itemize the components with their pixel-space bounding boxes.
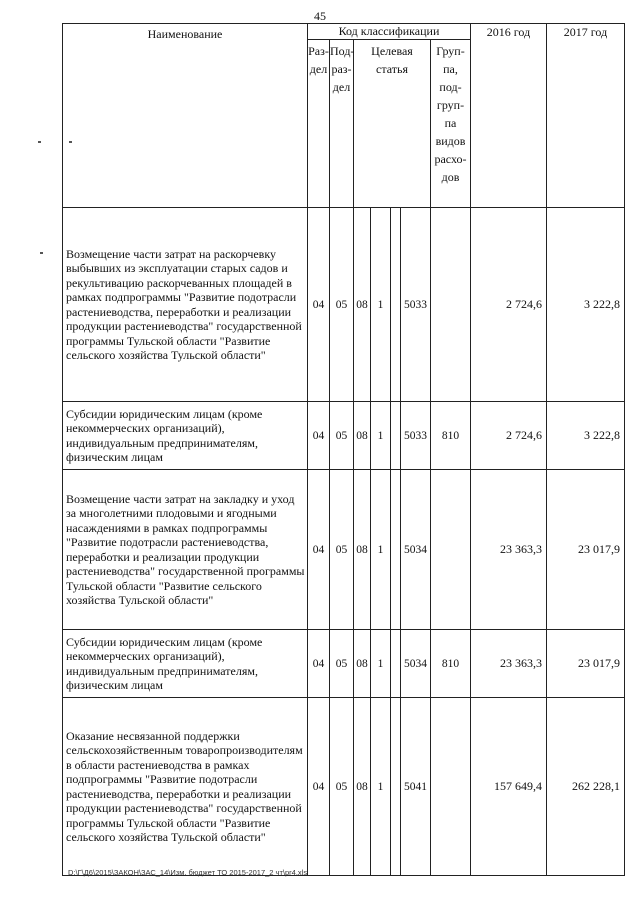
row-cs-empty <box>391 698 401 876</box>
row-cs-program: 08 <box>354 698 371 876</box>
row-vid: 810 <box>431 402 471 470</box>
row-value-2017: 23 017,9 <box>547 630 625 698</box>
table-row <box>63 402 625 470</box>
row-vid <box>431 698 471 876</box>
header-year-2017: 2017 год <box>547 24 625 208</box>
table-body <box>63 208 625 876</box>
row-podrazdel: 05 <box>330 470 354 630</box>
row-podrazdel: 05 <box>330 208 354 402</box>
row-value-2017: 3 222,8 <box>547 208 625 402</box>
budget-table <box>62 23 625 876</box>
row-name: Оказание несвязанной поддержки сельскохозяйственным товаропроизводителям в области растениеводства в рамках подпрограммы "Развитие подотрасли растениеводства, переработки и реализации продукции растениеводства" государственной программы Тульской области "Развитие сельского хозяйства Тульской области" <box>63 698 308 876</box>
row-razdel: 04 <box>308 698 330 876</box>
row-cs-subprogram: 1 <box>371 470 391 630</box>
row-cs-subprogram: 1 <box>371 630 391 698</box>
scan-mark <box>38 141 41 143</box>
header-year-2016: 2016 год <box>471 24 547 208</box>
row-value-2017: 262 228,1 <box>547 698 625 876</box>
header-podrazdel: Под- раз- дел <box>330 40 354 208</box>
row-name: Субсидии юридическим лицам (кроме некоммерческих организаций), индивидуальным предпринимателям, физическим лицам <box>63 630 308 698</box>
table-row <box>63 470 625 630</box>
row-value-2016: 23 363,3 <box>471 630 547 698</box>
page-number: 45 <box>314 9 326 23</box>
row-cs-subprogram: 1 <box>371 402 391 470</box>
row-cs-subprogram: 1 <box>371 208 391 402</box>
row-cs-direction: 5033 <box>401 208 431 402</box>
table-header <box>63 24 625 208</box>
header-code-group: Код классификации <box>308 24 471 40</box>
row-cs-empty <box>391 470 401 630</box>
row-razdel: 04 <box>308 402 330 470</box>
row-cs-program: 08 <box>354 470 371 630</box>
table-row <box>63 208 625 402</box>
scan-mark <box>40 252 43 254</box>
row-cs-direction: 5033 <box>401 402 431 470</box>
file-path-footer: D:\Г\Д6\2015\ЗАКОН\ЗАС_14\Изм. бюджет ТО 2015-2017_2 чт\рr4.xls <box>68 868 308 877</box>
row-cs-empty <box>391 208 401 402</box>
row-cs-program: 08 <box>354 208 371 402</box>
row-podrazdel: 05 <box>330 698 354 876</box>
row-name: Возмещение части затрат на раскорчевку выбывших из эксплуатации старых садов и рекультивацию раскорчеванных площадей в рамках подпрограммы "Развитие подотрасли растениеводства, переработки и реализации продукции растениеводства" государственной программы Тульской области "Развитие сельского хозяйства Тульской области" <box>63 208 308 402</box>
row-razdel: 04 <box>308 630 330 698</box>
row-cs-direction: 5041 <box>401 698 431 876</box>
row-value-2017: 3 222,8 <box>547 402 625 470</box>
row-name: Возмещение части затрат на закладку и уход за многолетними плодовыми и ягодными насаждениями в рамках подпрограммы "Развитие подотрасли растениеводства, переработки и реализации продукции растениеводства" государственной программы Тульской области "Развитие сельского хозяйства Тульской области" <box>63 470 308 630</box>
header-name: Наименование <box>63 24 308 208</box>
row-vid <box>431 208 471 402</box>
row-cs-empty <box>391 630 401 698</box>
row-value-2016: 157 649,4 <box>471 698 547 876</box>
row-podrazdel: 05 <box>330 630 354 698</box>
header-gruppa-vidov: Груп- па, под- груп- па видов расхо- дов <box>431 40 471 208</box>
table-row <box>63 630 625 698</box>
row-cs-program: 08 <box>354 630 371 698</box>
header-celevaya-statya: Целевая статья <box>354 40 431 208</box>
row-value-2017: 23 017,9 <box>547 470 625 630</box>
row-cs-empty <box>391 402 401 470</box>
row-value-2016: 2 724,6 <box>471 402 547 470</box>
row-value-2016: 2 724,6 <box>471 208 547 402</box>
row-vid: 810 <box>431 630 471 698</box>
row-vid <box>431 470 471 630</box>
row-podrazdel: 05 <box>330 402 354 470</box>
row-cs-direction: 5034 <box>401 630 431 698</box>
row-razdel: 04 <box>308 470 330 630</box>
row-cs-program: 08 <box>354 402 371 470</box>
table-row <box>63 698 625 876</box>
row-name: Субсидии юридическим лицам (кроме некоммерческих организаций), индивидуальным предпринимателям, физическим лицам <box>63 402 308 470</box>
header-razdel: Раз- дел <box>308 40 330 208</box>
row-cs-direction: 5034 <box>401 470 431 630</box>
row-razdel: 04 <box>308 208 330 402</box>
row-cs-subprogram: 1 <box>371 698 391 876</box>
row-value-2016: 23 363,3 <box>471 470 547 630</box>
